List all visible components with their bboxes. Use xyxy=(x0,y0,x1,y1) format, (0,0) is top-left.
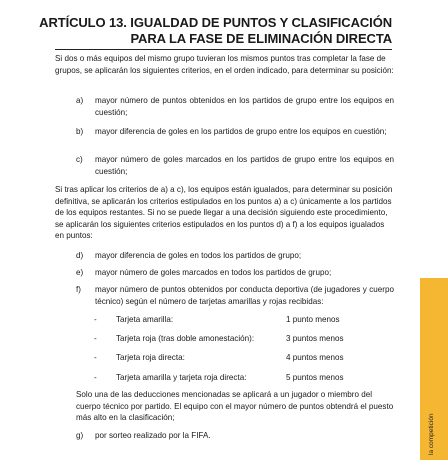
criterion-f xyxy=(0,284,448,308)
criterion-a xyxy=(0,95,448,119)
deduction-dash: - xyxy=(94,315,97,324)
deduction-note: Solo una de las deducciones mencionadas se aplicará a un jugador o miembro del cuerpo técnico por partido. El equipo con el mayor número de puntos obtendrá el puesto más alto en la clasificación; xyxy=(76,390,394,422)
deduction-card: Tarjeta amarilla y tarjeta roja directa: xyxy=(116,373,247,382)
deduction-points: 3 puntos menos xyxy=(286,334,344,343)
criterion-label: e) xyxy=(76,268,84,277)
criterion-label: d) xyxy=(76,251,84,260)
criterion-text: mayor número de goles marcados en los partidos de grupo entre los equipos en cuestión; xyxy=(95,155,394,176)
deduction-row xyxy=(0,372,448,384)
criterion-label: a) xyxy=(76,96,84,105)
deduction-row xyxy=(0,333,448,345)
criterion-b xyxy=(0,126,448,150)
deduction-card: Tarjeta roja directa: xyxy=(116,353,185,362)
deduction-points: 1 punto menos xyxy=(286,315,340,324)
deduction-dash: - xyxy=(94,373,97,382)
intro-paragraph: Si dos o más equipos del mismo grupo tuvieran los mismos puntos tras completar la fase de grupos, se aplicarán los siguientes criterios, en el orden indicado, para determinar su posición: xyxy=(55,54,394,75)
criterion-d xyxy=(0,250,448,262)
criterion-g xyxy=(0,430,448,442)
deduction-dash: - xyxy=(94,334,97,343)
deduction-points: 4 puntos menos xyxy=(286,353,344,362)
article-heading-line-1: ARTÍCULO 13. IGUALDAD DE PUNTOS Y CLASIFICACIÓN xyxy=(39,15,392,30)
criterion-c xyxy=(0,154,448,178)
criterion-e xyxy=(0,267,448,279)
article-heading-line-2: PARA LA FASE DE ELIMINACIÓN DIRECTA xyxy=(130,31,392,46)
deduction-card: Tarjeta amarilla: xyxy=(116,315,174,324)
criterion-text: mayor diferencia de goles en los partidos de grupo entre los equipos en cuestión; xyxy=(95,127,387,136)
deduction-dash: - xyxy=(94,353,97,362)
deduction-points: 5 puntos menos xyxy=(286,373,344,382)
heading-divider xyxy=(55,49,392,50)
deduction-row xyxy=(0,314,448,326)
middle-paragraph: Si tras aplicar los criterios de a) a c), los equipos están igualados, para determinar su posición definitiva, se aplicarán los criterios estipulados en los puntos a) a c) únicamente a los partidos de los equipos restantes. Si no se puede llegar a una decisión siguiendo este procedimiento, se aplicarán los siguientes criterios estipulados en los puntos d) a f) a los equipos igualados en puntos: xyxy=(55,185,393,240)
criterion-label: c) xyxy=(76,155,83,164)
criterion-text: mayor diferencia de goles en todos los partidos de grupo; xyxy=(95,251,302,260)
criterion-label: f) xyxy=(76,285,81,294)
criterion-label: b) xyxy=(76,127,84,136)
section-sidebar-label: la competición xyxy=(428,413,435,455)
criterion-label: g) xyxy=(76,431,84,440)
criterion-text: mayor número de puntos obtenidos en los partidos de grupo entre los equipos en cuestión; xyxy=(95,96,394,117)
criterion-text: mayor número de goles marcados en todos los partidos de grupo; xyxy=(95,268,332,277)
deduction-row xyxy=(0,352,448,364)
criterion-text: mayor número de puntos obtenidos por conducta deportiva (de jugadores y cuerpo técnico) según el número de tarjetas amarillas y rojas recibidas: xyxy=(95,285,394,306)
criterion-text: por sorteo realizado por la FIFA. xyxy=(95,431,211,440)
deduction-card: Tarjeta roja (tras doble amonestación): xyxy=(116,334,255,343)
